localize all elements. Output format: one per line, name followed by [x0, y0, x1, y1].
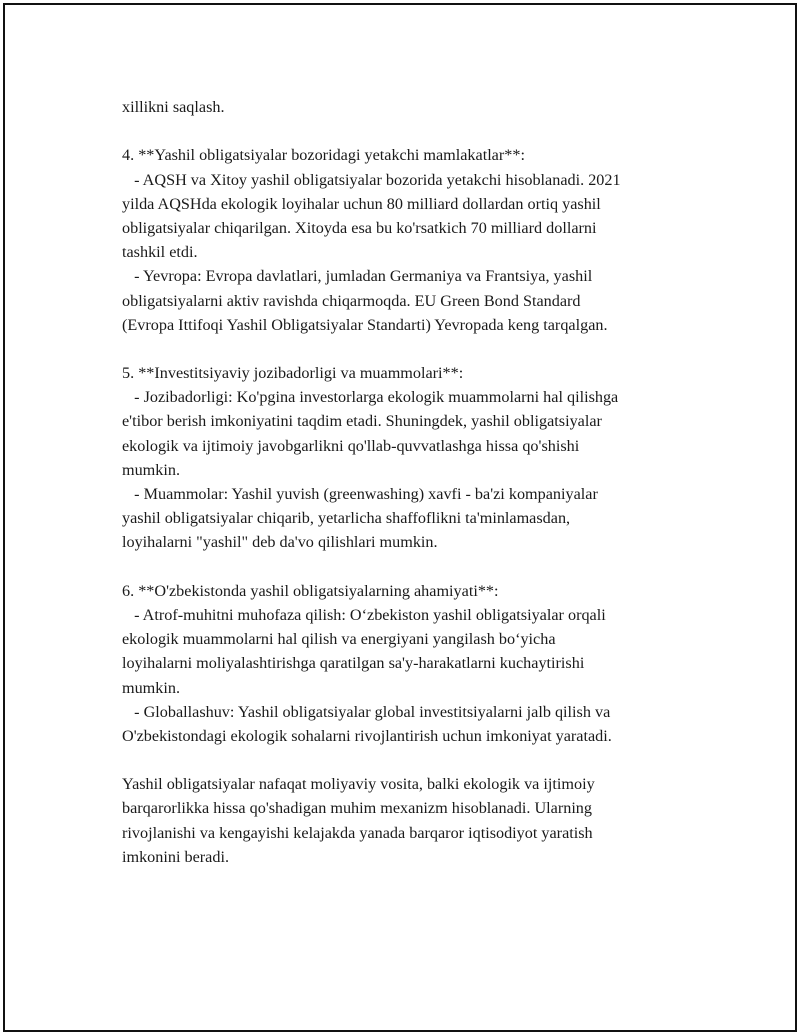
text-line: O'zbekistondagi ekologik sohalarni rivojlantirish uchun imkoniyat yaratadi. — [122, 726, 612, 745]
text-line: ekologik muammolarni hal qilish va energiyani yangilash bo‘yicha — [122, 630, 556, 649]
conclusion-paragraph — [122, 772, 702, 869]
text-line: ekologik va ijtimoiy javobgarlikni qo'llab-quvvatlashga hissa qo'shishi — [122, 436, 580, 455]
text-line: - Atrof-muhitni muhofaza qilish: O‘zbekiston yashil obligatsiyalar orqali — [122, 605, 606, 624]
text-line: (Evropa Ittifoqi Yashil Obligatsiyalar Standarti) Yevropada keng tarqalgan. — [122, 315, 608, 334]
paragraph-gap — [122, 748, 702, 772]
text-line: - Muammolar: Yashil yuvish (greenwashing) xavfi - ba'zi kompaniyalar — [122, 485, 598, 503]
text-line: obligatsiyalarni aktiv ravishda chiqarmoqda. EU Green Bond Standard — [122, 291, 581, 310]
text-line: mumkin. — [122, 460, 181, 479]
section-4-heading: 4. **Yashil obligatsiyalar bozoridagi yetakchi mamlakatlar**: — [122, 146, 525, 165]
text-line: barqarorlikka hissa qo'shadigan muhim mexanizm hisoblanadi. Ularning — [122, 799, 592, 818]
text-line: - Yevropa: Evropa davlatlari, jumladan Germaniya va Frantsiya, yashil — [122, 267, 593, 286]
text-line: e'tibor berish imkoniyatini taqdim etadi. Shuningdek, yashil obligatsiyalar — [122, 412, 602, 431]
text-line: loyihalarni moliyalashtirishga qaratilgan sa'y-harakatlarni kuchaytirishi — [122, 654, 585, 673]
text-line: mumkin. — [122, 678, 181, 697]
text-line: obligatsiyalar chiqarilgan. Xitoyda esa bu ko'rsatkich 70 milliard dollarni — [122, 218, 597, 237]
text-line: rivojlanishi va kengayishi kelajakda yanada barqaror iqtisodiyot yaratish — [122, 823, 593, 842]
section-4 — [122, 143, 702, 337]
text-line: - Globallashuv: Yashil obligatsiyalar global investitsiyalarni jalb qilish va — [122, 702, 611, 721]
text-line: yilda AQSHda ekologik loyihalar uchun 80 milliard dollardan ortiq yashil — [122, 194, 601, 213]
text-line: imkonini beradi. — [122, 847, 229, 866]
paragraph-continuation — [122, 95, 702, 119]
text-line: - AQSH va Xitoy yashil obligatsiyalar bozorida yetakchi hisoblanadi. 2021 — [122, 170, 621, 189]
page-frame — [3, 3, 797, 1032]
section-5 — [122, 361, 702, 555]
paragraph-gap — [122, 337, 702, 361]
text-line: tashkil etdi. — [122, 243, 198, 262]
section-6 — [122, 579, 702, 748]
text-line: Yashil obligatsiyalar nafaqat moliyaviy vosita, balki ekologik va ijtimoiy — [122, 775, 595, 794]
text-line: yashil obligatsiyalar chiqarib, yetarlicha shaffoflikni ta'minlamasdan, — [122, 509, 571, 528]
document-body — [122, 95, 702, 869]
text-line: xillikni saqlash. — [122, 98, 225, 116]
paragraph-gap — [122, 555, 702, 579]
section-5-heading: 5. **Investitsiyaviy jozibadorligi va muammolari**: — [122, 364, 464, 383]
text-line: loyihalarni "yashil" deb da'vo qilishlari mumkin. — [122, 533, 438, 552]
paragraph-gap — [122, 119, 702, 143]
text-line: - Jozibadorligi: Ko'pgina investorlarga ekologik muammolarni hal qilishga — [122, 388, 619, 407]
section-6-heading: 6. **O'zbekistonda yashil obligatsiyalarning ahamiyati**: — [122, 581, 499, 600]
